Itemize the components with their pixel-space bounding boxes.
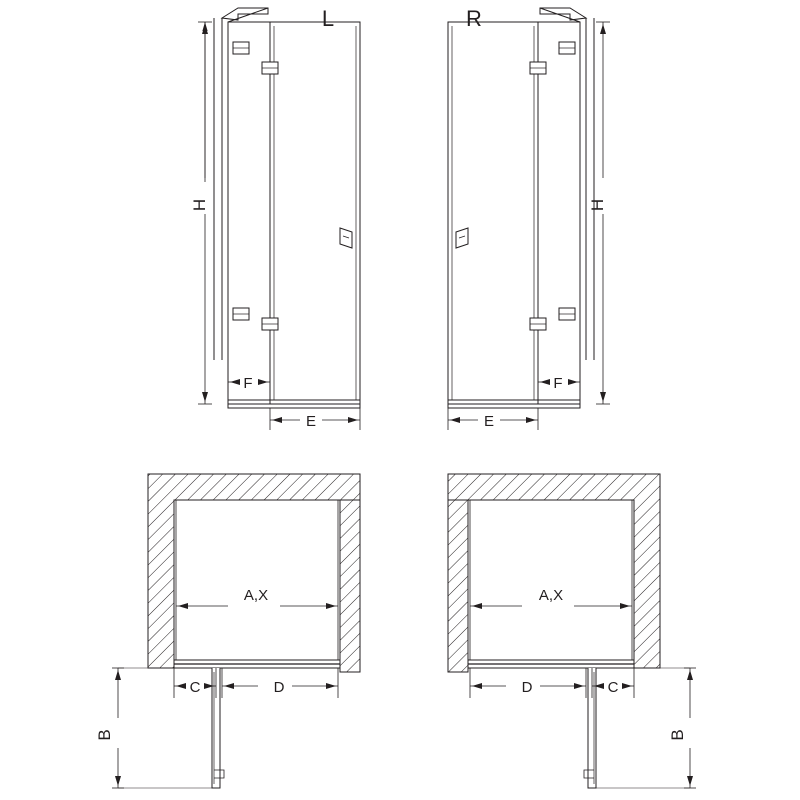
left-fixed-panel (228, 22, 270, 404)
left-hinge-middle (262, 62, 278, 74)
plan-left-wall-hatch-right (340, 500, 360, 672)
label-plan-right-C: C (607, 679, 619, 696)
plan-right-wall-hatch-left (448, 500, 468, 672)
label-right-E: E (483, 413, 495, 430)
right-hinge-top (559, 42, 575, 54)
label-plan-left-B: B (95, 729, 114, 741)
plan-left-dimension-AX (176, 500, 338, 668)
elevation-left (198, 8, 360, 430)
plan-right-dimension-AX (470, 500, 632, 668)
label-left-E: E (305, 413, 317, 430)
right-hinge-middle (530, 62, 546, 74)
right-fixed-panel (538, 22, 580, 404)
label-plan-right-AX: A,X (538, 587, 564, 604)
label-plan-right-B: B (668, 729, 687, 741)
left-hinge-bottom (233, 308, 249, 320)
label-variant-L: L (321, 6, 335, 31)
left-door-handle (340, 228, 352, 248)
left-hinge-bottom-2 (262, 318, 278, 330)
left-door-leaf (270, 22, 360, 404)
label-variant-R: R (466, 6, 482, 31)
left-top-profile (222, 8, 268, 20)
plan-left-wall-hatch (148, 474, 360, 668)
plan-right (448, 474, 696, 788)
label-left-F: F (243, 375, 253, 392)
right-hinge-bottom-2 (530, 318, 546, 330)
label-plan-right-D: D (521, 679, 533, 696)
left-dimension-H (198, 22, 212, 404)
plan-left (112, 474, 360, 788)
label-left-H: H (190, 198, 209, 212)
plan-right-wall-hatch (448, 474, 660, 668)
right-hinge-bottom (559, 308, 575, 320)
right-top-profile (540, 8, 586, 20)
label-plan-left-D: D (273, 679, 285, 696)
label-right-F: F (553, 375, 563, 392)
label-plan-left-AX: A,X (243, 587, 269, 604)
right-dimension-H (596, 22, 610, 404)
label-plan-left-C: C (189, 679, 201, 696)
right-door-leaf (448, 22, 538, 404)
right-door-handle (456, 228, 468, 248)
elevation-right (448, 8, 610, 430)
label-right-H: H (588, 198, 607, 212)
left-hinge-top (233, 42, 249, 54)
